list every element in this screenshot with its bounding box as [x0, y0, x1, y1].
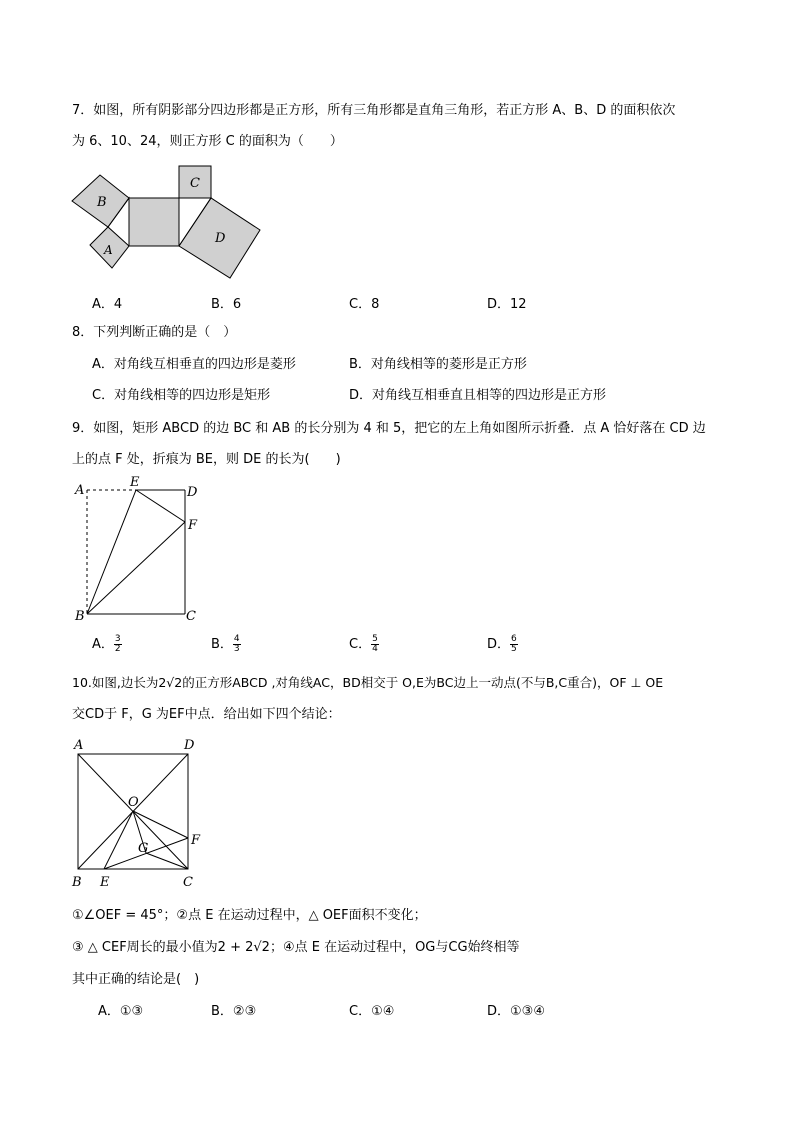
- q10-stem-line1: 10.如图,边长为2√2的正方形ABCD ,对角线AC，BD相交于 O,E为BC边上一动点(不与B,C重合)，OF ⊥ OE: [72, 675, 664, 690]
- crease-be: [87, 490, 136, 614]
- label-c: C: [183, 875, 193, 890]
- q7-option-c[interactable]: C．8: [349, 297, 380, 312]
- label-b: B: [72, 875, 82, 890]
- segment-bf: [87, 522, 185, 614]
- q8-stem: 8．下列判断正确的是（ ）: [72, 325, 237, 340]
- segment-ef: [136, 490, 185, 522]
- label-f: F: [188, 518, 198, 533]
- denominator: 5: [511, 644, 517, 654]
- q9-option-a-fraction: [114, 635, 122, 654]
- label-a: A: [75, 483, 85, 498]
- q10-option-c[interactable]: C．①④: [349, 1004, 395, 1019]
- numerator: 4: [233, 634, 240, 644]
- q8-option-a[interactable]: A．对角线互相垂直的四边形是菱形: [92, 357, 296, 372]
- q7-stem-line1: 7．如图，所有阴影部分四边形都是正方形，所有三角形都是直角三角形，若正方形 A、B、D 的面积依次: [72, 103, 676, 118]
- q10-figure: [68, 734, 208, 892]
- denominator: 2: [114, 644, 121, 654]
- label-o: O: [128, 795, 139, 810]
- q9-option-d[interactable]: [487, 633, 518, 654]
- q9-option-b-fraction: [233, 635, 241, 654]
- q9-option-c[interactable]: [349, 633, 379, 654]
- label-c: C: [186, 609, 196, 624]
- q10-option-b[interactable]: B．②③: [211, 1004, 257, 1019]
- numerator: 3: [114, 634, 121, 644]
- q9-option-c-fraction: [371, 635, 379, 654]
- q9-option-b-prefix: B．: [211, 637, 233, 652]
- label-b: B: [75, 609, 85, 624]
- q9-option-a[interactable]: [92, 633, 122, 654]
- q8-option-b[interactable]: B．对角线相等的菱形是正方形: [349, 357, 527, 372]
- q9-stem-line1: 9．如图，矩形 ABCD 的边 BC 和 AB 的长分别为 4 和 5，把它的左上角如图所示折叠．点 A 恰好落在 CD 边: [72, 421, 706, 436]
- q7-option-b[interactable]: B．6: [211, 297, 242, 312]
- q10-option-d[interactable]: D．①③④: [487, 1004, 545, 1019]
- q9-option-d-fraction: [510, 635, 518, 654]
- label-f: F: [191, 833, 201, 848]
- label-b: B: [97, 195, 107, 210]
- q7-option-a[interactable]: A．4: [92, 297, 123, 312]
- q9-option-d-prefix: D．: [487, 637, 511, 652]
- label-d: D: [184, 738, 195, 753]
- q10-option-a[interactable]: A．①③: [98, 1004, 144, 1019]
- q9-option-a-prefix: A．: [92, 637, 114, 652]
- label-g: G: [138, 841, 149, 856]
- denominator: 4: [372, 644, 378, 654]
- label-e: E: [100, 875, 110, 890]
- q10-question: 其中正确的结论是( ): [72, 972, 200, 987]
- q7-figure: [65, 160, 270, 285]
- q7-option-d[interactable]: D．12: [487, 297, 527, 312]
- label-d: D: [215, 231, 226, 246]
- q8-option-d[interactable]: D．对角线互相垂直且相等的四边形是正方形: [349, 388, 607, 403]
- q10-conclusion-line2: ③ △ CEF周长的最小值为2 + 2√2；④点 E 在运动过程中，OG与CG始终相等: [72, 940, 520, 955]
- q8-option-c[interactable]: C．对角线相等的四边形是矩形: [92, 388, 271, 403]
- q9-option-c-prefix: C．: [349, 637, 372, 652]
- denominator: 3: [233, 644, 240, 654]
- label-a: A: [104, 243, 113, 257]
- q9-figure: [70, 476, 210, 626]
- numerator: 5: [372, 634, 378, 644]
- q10-conclusion-line1: ①∠OEF = 45°；②点 E 在运动过程中，△ OEF面积不变化；: [72, 908, 427, 923]
- numerator: 6: [511, 634, 517, 644]
- q7-stem-line2: 为 6、10、24，则正方形 C 的面积为（ ）: [72, 134, 343, 149]
- q9-stem-line2: 上的点 F 处，折痕为 BE，则 DE 的长为( ): [72, 452, 341, 467]
- segment-cg: [146, 853, 188, 869]
- label-e: E: [130, 476, 140, 490]
- label-a: A: [74, 738, 84, 753]
- q10-stem-line2: 交CD于 F，G 为EF中点．给出如下四个结论：: [72, 707, 341, 722]
- label-c: C: [190, 176, 200, 191]
- q9-option-b[interactable]: [211, 633, 241, 654]
- segment-of: [133, 811, 188, 838]
- label-d: D: [187, 485, 198, 500]
- middle-square: [129, 198, 179, 246]
